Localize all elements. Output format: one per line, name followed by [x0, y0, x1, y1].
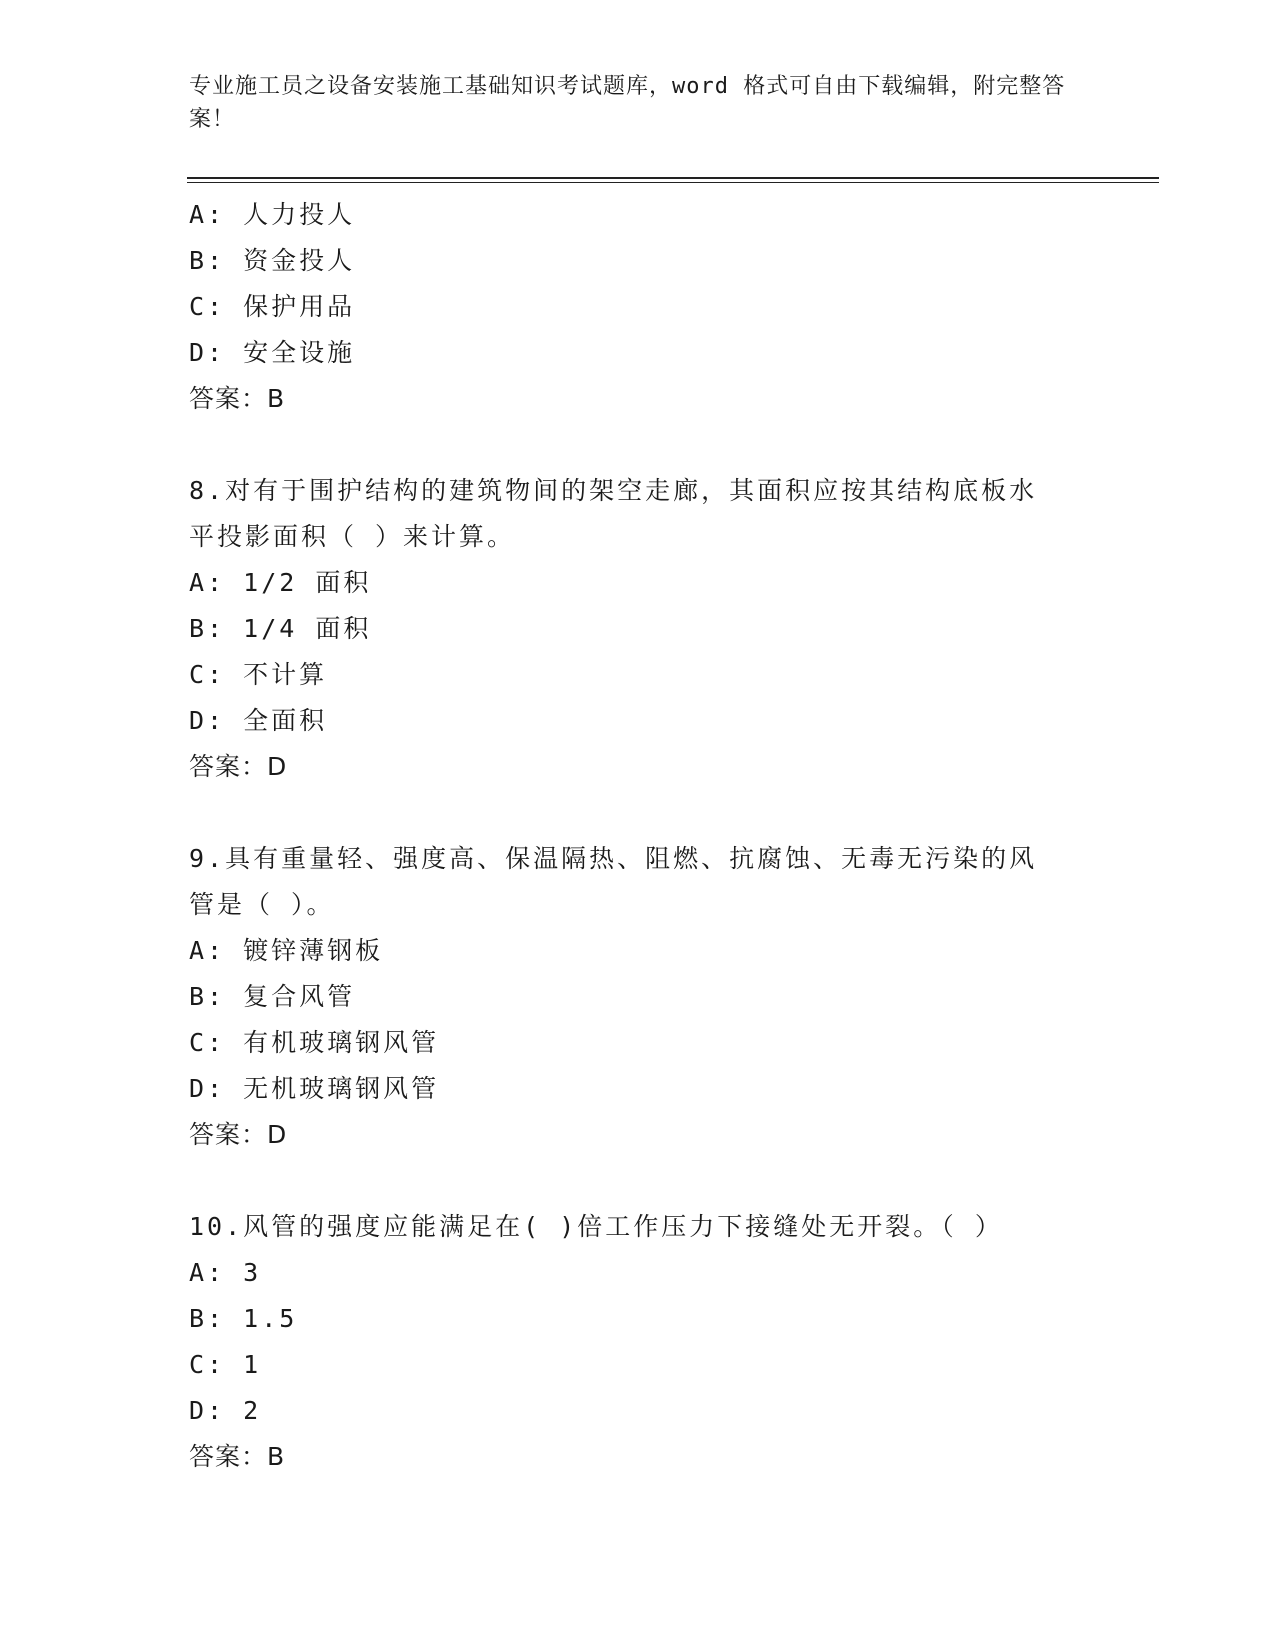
- question-list: [189, 192, 1089, 1480]
- question-8: [189, 468, 1089, 790]
- answer-line: 答案：D: [189, 752, 288, 781]
- answer-line: 答案：B: [189, 1442, 286, 1471]
- answer-line: 答案：B: [189, 384, 286, 413]
- answer-line: 答案：D: [189, 1120, 288, 1149]
- option-c: C: 保护用品: [189, 292, 356, 321]
- spacer: [189, 1158, 1089, 1204]
- option-a: A: 3: [189, 1258, 262, 1287]
- option-d: D: 全面积: [189, 706, 328, 735]
- option-c: C: 不计算: [189, 660, 328, 689]
- spacer: [189, 790, 1089, 836]
- document-header: 专业施工员之设备安装施工基础知识考试题库，word 格式可自由下载编辑，附完整答案！: [189, 74, 1066, 132]
- option-b: B: 1/4 面积: [189, 614, 372, 643]
- option-c: C: 有机玻璃钢风管: [189, 1028, 440, 1057]
- header-divider-thick: [187, 177, 1159, 179]
- question-stem-continued: 平投影面积（ ）来计算。: [189, 522, 516, 551]
- option-a: A: 镀锌薄钢板: [189, 936, 384, 965]
- option-c: C: 1: [189, 1350, 262, 1379]
- question-stem: 10.风管的强度应能满足在( )倍工作压力下接缝处无开裂。（ ）: [189, 1212, 1003, 1241]
- spacer: [189, 422, 1089, 468]
- question-7-partial: [189, 192, 1089, 422]
- option-b: B: 复合风管: [189, 982, 356, 1011]
- question-stem: 8.对有于围护结构的建筑物间的架空走廊，其面积应按其结构底板水: [189, 476, 1038, 505]
- question-10: [189, 1204, 1089, 1480]
- option-d: D: 2: [189, 1396, 262, 1425]
- question-stem: 9.具有重量轻、强度高、保温隔热、阻燃、抗腐蚀、无毒无污染的风: [189, 844, 1038, 873]
- option-d: D: 无机玻璃钢风管: [189, 1074, 440, 1103]
- option-a: A: 人力投人: [189, 200, 356, 229]
- question-9: [189, 836, 1089, 1158]
- header-divider-thin: [187, 182, 1159, 183]
- option-d: D: 安全设施: [189, 338, 356, 367]
- question-stem-continued: 管是（ ）。: [189, 890, 335, 919]
- option-b: B: 资金投人: [189, 246, 356, 275]
- option-a: A: 1/2 面积: [189, 568, 372, 597]
- option-b: B: 1.5: [189, 1304, 298, 1333]
